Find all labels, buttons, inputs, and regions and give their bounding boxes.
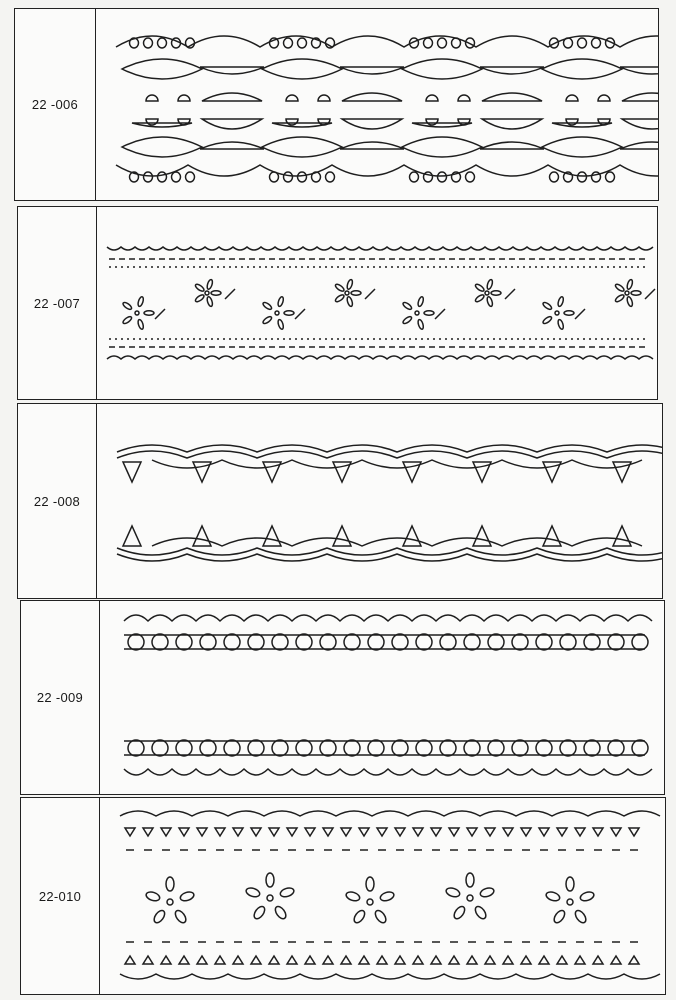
flower-petal	[402, 301, 413, 310]
scallop-edge	[124, 769, 652, 775]
stem-mark	[225, 289, 235, 299]
triangle-up	[193, 526, 211, 546]
triangle-down	[395, 828, 405, 836]
flower-petal	[345, 890, 361, 902]
flower-petal	[466, 873, 474, 887]
eyelet-circle	[560, 740, 576, 756]
triangle-down	[539, 828, 549, 836]
eyelet-circle	[368, 740, 384, 756]
flower-petal	[491, 291, 501, 295]
flower-petal	[152, 909, 167, 925]
floral-eyelet-pattern	[97, 207, 657, 399]
flower-petal	[614, 283, 625, 292]
flower-center	[167, 899, 173, 905]
triangle-up	[413, 956, 423, 964]
flower-center	[415, 311, 419, 315]
stem-mark	[365, 289, 375, 299]
leaf-oval	[122, 59, 202, 79]
pattern-code: 22 -007	[33, 295, 81, 311]
triangle-up	[521, 956, 531, 964]
eyelet-circle	[584, 740, 600, 756]
flower-petal	[252, 905, 267, 921]
eyelet-circle	[392, 634, 408, 650]
triangle-up	[123, 526, 141, 546]
triangle-up	[629, 956, 639, 964]
triangle-up	[377, 956, 387, 964]
scallop-edge	[116, 165, 658, 176]
eyelet-circle	[272, 740, 288, 756]
eyelet-dot	[438, 38, 447, 48]
flower-petal	[557, 296, 564, 307]
eyelet-dot	[312, 172, 321, 182]
scallop-edge	[116, 36, 658, 47]
triangle-down	[125, 828, 135, 836]
flower-petal	[486, 296, 493, 307]
eyelet-oval-pattern	[96, 9, 658, 200]
triangle-up	[503, 956, 513, 964]
flower-center	[567, 899, 573, 905]
flower-petal	[545, 890, 561, 902]
flower-petal	[566, 877, 574, 891]
triangle-up	[143, 956, 153, 964]
eyelet-circle	[248, 740, 264, 756]
triangle-down	[251, 828, 261, 836]
half-moon	[342, 119, 402, 129]
flower-petal	[137, 319, 144, 330]
small-half-circle	[286, 95, 298, 101]
eyelet-dot	[438, 172, 447, 182]
triangle-up	[611, 956, 621, 964]
half-moon	[200, 67, 264, 74]
eyelet-circle	[200, 740, 216, 756]
half-moon	[480, 142, 544, 149]
small-half-circle	[286, 119, 298, 125]
flower-petal	[479, 886, 495, 898]
small-half-circle	[146, 119, 158, 125]
flower-petal	[573, 909, 588, 925]
eyelet-circle	[536, 634, 552, 650]
flower-petal	[579, 890, 595, 902]
flower-petal	[424, 311, 434, 315]
triangle-up	[557, 956, 567, 964]
triangle-up	[467, 956, 477, 964]
small-half-circle	[178, 95, 190, 101]
flower-petal	[145, 890, 161, 902]
flower-petal	[352, 909, 367, 925]
eyelet-dot	[578, 38, 587, 48]
flower-petal	[552, 909, 567, 925]
triangle-down	[575, 828, 585, 836]
triangle-down	[197, 828, 207, 836]
panel-label-cell	[21, 798, 100, 994]
pattern-panel-22-007	[17, 206, 658, 400]
pattern-artwork	[100, 798, 665, 994]
eyelet-circle	[488, 740, 504, 756]
pattern-panel-22-008	[17, 403, 663, 599]
pattern-code: 22 -008	[33, 493, 81, 509]
triangle-up	[403, 526, 421, 546]
triangle-up	[575, 956, 585, 964]
flower-petal	[445, 886, 461, 898]
flower-center	[625, 291, 629, 295]
eyelet-circle	[272, 634, 288, 650]
triangle-up	[287, 956, 297, 964]
eyelet-circle	[344, 740, 360, 756]
triangle-down	[305, 828, 315, 836]
panel-label-cell	[18, 404, 97, 598]
flower-petal	[557, 319, 564, 330]
flower-petal	[179, 890, 195, 902]
eyelet-circle	[560, 634, 576, 650]
panel-label-cell	[18, 207, 97, 399]
triangle-up	[593, 956, 603, 964]
triangle-down	[449, 828, 459, 836]
eyelet-circle	[128, 634, 144, 650]
triangle-down	[143, 828, 153, 836]
lace-edge	[107, 247, 653, 250]
eyelet-circle	[248, 634, 264, 650]
leaf-oval	[122, 137, 202, 157]
triangle-down	[431, 828, 441, 836]
triangle-down	[557, 828, 567, 836]
eyelet-dot	[578, 172, 587, 182]
flower-petal	[402, 315, 413, 324]
flower-petal	[626, 296, 633, 307]
flower-petal	[614, 294, 625, 303]
eyelet-dot	[186, 172, 195, 182]
triangle-up	[449, 956, 459, 964]
stem-mark	[295, 309, 305, 319]
eyelet-circle	[632, 634, 648, 650]
small-half-circle	[426, 95, 438, 101]
triangle-down	[287, 828, 297, 836]
flower-petal	[206, 296, 213, 307]
flower-petal	[564, 311, 574, 315]
flower-petal	[334, 283, 345, 292]
small-half-circle	[146, 95, 158, 101]
eyelet-circle	[584, 634, 600, 650]
half-moon	[482, 119, 542, 129]
flower-petal	[262, 315, 273, 324]
triangle-flower-pattern	[100, 798, 665, 994]
eyelet-circle	[224, 740, 240, 756]
flower-petal	[277, 296, 284, 307]
scallop-edge	[120, 811, 660, 816]
flower-petal	[417, 296, 424, 307]
eyelet-circle	[344, 634, 360, 650]
flower-center	[467, 895, 473, 901]
panel-label-cell	[15, 9, 96, 200]
eyelet-dot	[452, 38, 461, 48]
triangle-down	[377, 828, 387, 836]
pattern-code: 22 -009	[36, 690, 84, 705]
flower-petal	[245, 886, 261, 898]
eyelet-circle	[416, 740, 432, 756]
flower-petal	[273, 905, 288, 921]
flower-petal	[351, 291, 361, 295]
half-moon	[622, 93, 658, 101]
flower-petal	[474, 283, 485, 292]
flower-petal	[334, 294, 345, 303]
small-half-circle	[318, 95, 330, 101]
half-moon	[620, 142, 658, 149]
eyelet-circle	[368, 634, 384, 650]
small-half-circle	[566, 119, 578, 125]
triangle-up	[305, 956, 315, 964]
eyelet-dot	[284, 38, 293, 48]
triangle-wave-pattern	[97, 404, 662, 598]
flower-petal	[144, 311, 154, 315]
flower-petal	[346, 296, 353, 307]
triangle-up	[233, 956, 243, 964]
eyelet-circle	[152, 740, 168, 756]
flower-petal	[452, 905, 467, 921]
triangle-down	[233, 828, 243, 836]
eyelet-dot	[298, 172, 307, 182]
eyelet-dot	[172, 172, 181, 182]
flower-petal	[194, 294, 205, 303]
flower-petal	[542, 301, 553, 310]
eyelet-dot	[424, 38, 433, 48]
eyelet-circle	[392, 740, 408, 756]
flower-petal	[373, 909, 388, 925]
flower-petal	[122, 315, 133, 324]
semicircle-border-pattern	[100, 601, 664, 794]
flower-petal	[379, 890, 395, 902]
triangle-up	[485, 956, 495, 964]
small-half-circle	[426, 119, 438, 125]
triangle-down	[215, 828, 225, 836]
eyelet-dot	[158, 172, 167, 182]
eyelet-dot	[592, 172, 601, 182]
flower-petal	[266, 873, 274, 887]
half-moon	[200, 142, 264, 149]
eyelet-dot	[326, 172, 335, 182]
flower-petal	[173, 909, 188, 925]
stem-mark	[505, 289, 515, 299]
pattern-artwork	[97, 207, 657, 399]
eyelet-circle	[128, 740, 144, 756]
triangle-up	[125, 956, 135, 964]
leaf-oval	[262, 59, 342, 79]
eyelet-circle	[536, 740, 552, 756]
half-moon	[340, 67, 404, 74]
triangle-up	[179, 956, 189, 964]
small-half-circle	[458, 95, 470, 101]
flower-petal	[366, 877, 374, 891]
triangle-down	[629, 828, 639, 836]
eyelet-dot	[550, 172, 559, 182]
triangle-up	[431, 956, 441, 964]
eyelet-circle	[224, 634, 240, 650]
small-half-circle	[566, 95, 578, 101]
eyelet-dot	[158, 38, 167, 48]
leaf-oval	[402, 137, 482, 157]
flower-petal	[122, 301, 133, 310]
triangle-up	[395, 956, 405, 964]
half-moon	[342, 93, 402, 101]
flower-center	[367, 899, 373, 905]
triangle-down	[521, 828, 531, 836]
eyelet-circle	[152, 634, 168, 650]
wave-line	[152, 538, 642, 546]
eyelet-circle	[440, 634, 456, 650]
flower-petal	[486, 279, 493, 290]
pattern-artwork	[100, 601, 664, 794]
flower-petal	[279, 886, 295, 898]
eyelet-circle	[512, 740, 528, 756]
flower-petal	[284, 311, 294, 315]
eyelet-dot	[424, 172, 433, 182]
flower-petal	[211, 291, 221, 295]
half-moon	[340, 142, 404, 149]
flower-petal	[262, 301, 273, 310]
pattern-code: 22-010	[38, 888, 82, 904]
flower-petal	[277, 319, 284, 330]
half-moon	[482, 93, 542, 101]
pattern-artwork	[96, 9, 658, 200]
eyelet-dot	[284, 172, 293, 182]
triangle-up	[613, 526, 631, 546]
triangle-up	[263, 526, 281, 546]
flower-petal	[473, 905, 488, 921]
eyelet-circle	[632, 740, 648, 756]
triangle-down	[269, 828, 279, 836]
half-moon	[202, 119, 262, 129]
triangle-down	[323, 828, 333, 836]
pattern-panel-22-010	[20, 797, 666, 995]
eyelet-dot	[564, 38, 573, 48]
triangle-up	[161, 956, 171, 964]
eyelet-circle	[464, 740, 480, 756]
flower-center	[275, 311, 279, 315]
flower-petal	[346, 279, 353, 290]
eyelet-circle	[296, 634, 312, 650]
flower-petal	[631, 291, 641, 295]
eyelet-circle	[200, 634, 216, 650]
half-moon	[620, 67, 658, 74]
eyelet-dot	[298, 38, 307, 48]
eyelet-dot	[466, 172, 475, 182]
scallop-edge	[120, 974, 660, 979]
triangle-down	[179, 828, 189, 836]
wave-line	[117, 548, 662, 555]
eyelet-circle	[176, 740, 192, 756]
scallop-edge	[124, 615, 652, 621]
flower-petal	[137, 296, 144, 307]
triangle-up	[539, 956, 549, 964]
pattern-panel-22-006	[14, 8, 659, 201]
triangle-up	[197, 956, 207, 964]
half-moon	[622, 119, 658, 129]
eyelet-dot	[144, 38, 153, 48]
half-moon	[480, 67, 544, 74]
eyelet-circle	[464, 634, 480, 650]
eyelet-circle	[512, 634, 528, 650]
flower-petal	[542, 315, 553, 324]
stem-mark	[645, 289, 655, 299]
flower-petal	[626, 279, 633, 290]
eyelet-dot	[270, 172, 279, 182]
eyelet-dot	[410, 172, 419, 182]
triangle-up	[323, 956, 333, 964]
flower-center	[267, 895, 273, 901]
triangle-up	[269, 956, 279, 964]
triangle-down	[593, 828, 603, 836]
triangle-up	[341, 956, 351, 964]
pattern-artwork	[97, 404, 662, 598]
triangle-down	[123, 462, 141, 482]
triangle-up	[333, 526, 351, 546]
triangle-down	[467, 828, 477, 836]
eyelet-circle	[488, 634, 504, 650]
triangle-down	[341, 828, 351, 836]
stem-mark	[575, 309, 585, 319]
lace-edge	[107, 356, 653, 359]
eyelet-circle	[440, 740, 456, 756]
flower-petal	[206, 279, 213, 290]
flower-center	[485, 291, 489, 295]
triangle-down	[413, 828, 423, 836]
triangle-up	[473, 526, 491, 546]
flower-center	[205, 291, 209, 295]
triangle-down	[611, 828, 621, 836]
flower-petal	[417, 319, 424, 330]
eyelet-circle	[320, 634, 336, 650]
flower-center	[135, 311, 139, 315]
wave-line	[117, 451, 662, 458]
stem-mark	[435, 309, 445, 319]
eyelet-circle	[608, 634, 624, 650]
triangle-up	[215, 956, 225, 964]
eyelet-dot	[592, 38, 601, 48]
leaf-oval	[402, 59, 482, 79]
eyelet-circle	[320, 740, 336, 756]
flower-center	[555, 311, 559, 315]
eyelet-circle	[176, 634, 192, 650]
triangle-up	[251, 956, 261, 964]
flower-center	[345, 291, 349, 295]
triangle-down	[485, 828, 495, 836]
half-moon	[202, 93, 262, 101]
triangle-down	[161, 828, 171, 836]
triangle-up	[543, 526, 561, 546]
eyelet-circle	[296, 740, 312, 756]
triangle-down	[503, 828, 513, 836]
pattern-code: 22 -006	[31, 97, 79, 112]
leaf-oval	[262, 137, 342, 157]
panel-label-cell	[21, 601, 100, 794]
eyelet-dot	[606, 172, 615, 182]
pattern-panel-22-009	[20, 600, 665, 795]
leaf-oval	[542, 137, 622, 157]
flower-petal	[474, 294, 485, 303]
eyelet-circle	[416, 634, 432, 650]
triangle-down	[359, 828, 369, 836]
stem-mark	[155, 309, 165, 319]
flower-petal	[166, 877, 174, 891]
wave-line	[152, 460, 642, 468]
triangle-up	[359, 956, 369, 964]
flower-petal	[194, 283, 205, 292]
eyelet-dot	[144, 172, 153, 182]
leaf-oval	[542, 59, 622, 79]
eyelet-circle	[608, 740, 624, 756]
small-half-circle	[598, 95, 610, 101]
